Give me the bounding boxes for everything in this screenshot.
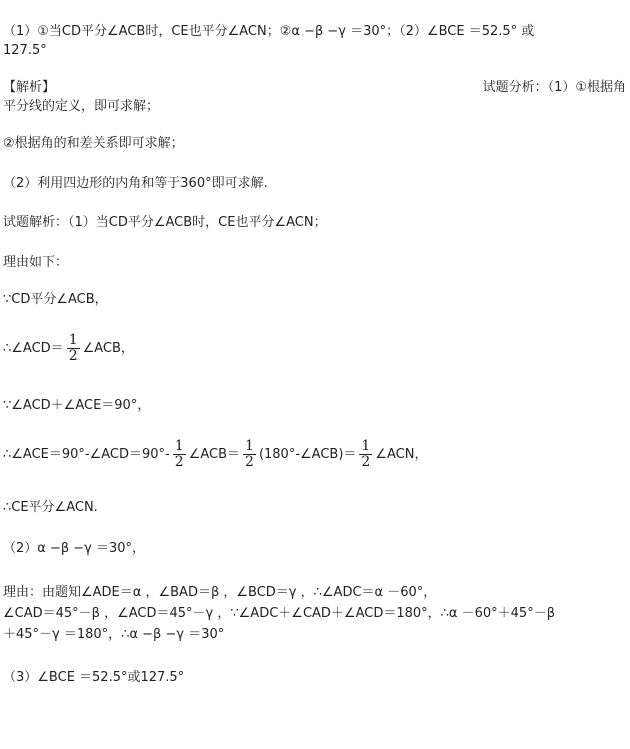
because-line-2: ∵∠ACD＋∠ACE＝90°，	[3, 398, 151, 413]
analysis-line-2: ②根据角的和差关系即可求解；	[3, 136, 184, 151]
therefore2-b: ∠ACB＝	[188, 447, 241, 462]
therefore1-right: ∠ACB，	[82, 341, 134, 356]
part2-equation: （2）α −β −γ ＝30°，	[3, 541, 146, 556]
fraction-half: $\frac{1}{2}$	[68, 332, 78, 364]
part2-reason-line-3: ＋45°－γ ＝180°，∴α −β −γ ＝30°	[3, 627, 225, 642]
analysis-line-1: 平分线的定义，即可求解；	[3, 99, 160, 114]
analysis-intro: 试题分析：（1）①根据角	[482, 80, 626, 95]
part3-equation: （3）∠BCE ＝52.5°或127.5°	[3, 670, 185, 685]
because-line-1: ∵CD平分∠ACB，	[3, 292, 108, 307]
therefore-line-2	[3, 438, 427, 472]
answer-line-1: （1）①当CD平分∠ACB时，CE也平分∠ACN；②α −β −γ ＝30°；（2）∠BCE ＝52.5° 或	[3, 24, 535, 39]
fraction-half: $\frac{1}{2}$	[361, 438, 371, 470]
solution-reason: 理由如下：	[3, 255, 69, 270]
therefore1-left: ∴∠ACD＝	[3, 341, 64, 356]
part2-reason-line-1: 理由：由题知∠ADE＝α ，∠BAD＝β ，∠BCD＝γ ，∴∠ADC＝α －60°，	[3, 585, 437, 600]
fraction-half: $\frac{1}{2}$	[174, 438, 184, 470]
therefore2-d: ∠ACN，	[375, 447, 428, 462]
part2-reason-line-2: ∠CAD＝45°－β ，∠ACD＝45°－γ ，∵∠ADC＋∠CAD＋∠ACD＝180°，∴α －60°＋45°－β	[3, 606, 555, 621]
therefore-line-3: ∴CE平分∠ACN.	[3, 500, 98, 515]
therefore-line-1	[3, 332, 134, 366]
analysis-line-3: （2）利用四边形的内角和等于360°即可求解.	[3, 176, 268, 191]
therefore2-c: (180°-∠ACB)＝	[258, 447, 357, 462]
fraction-half: $\frac{1}{2}$	[245, 438, 254, 470]
analysis-header: 【解析】	[3, 80, 56, 95]
therefore2-a: ∴∠ACE＝90°-∠ACD＝90°-	[3, 447, 170, 462]
solution-title: 试题解析：（1）当CD平分∠ACB时，CE也平分∠ACN；	[3, 215, 327, 230]
answer-line-2: 127.5°	[3, 43, 47, 58]
